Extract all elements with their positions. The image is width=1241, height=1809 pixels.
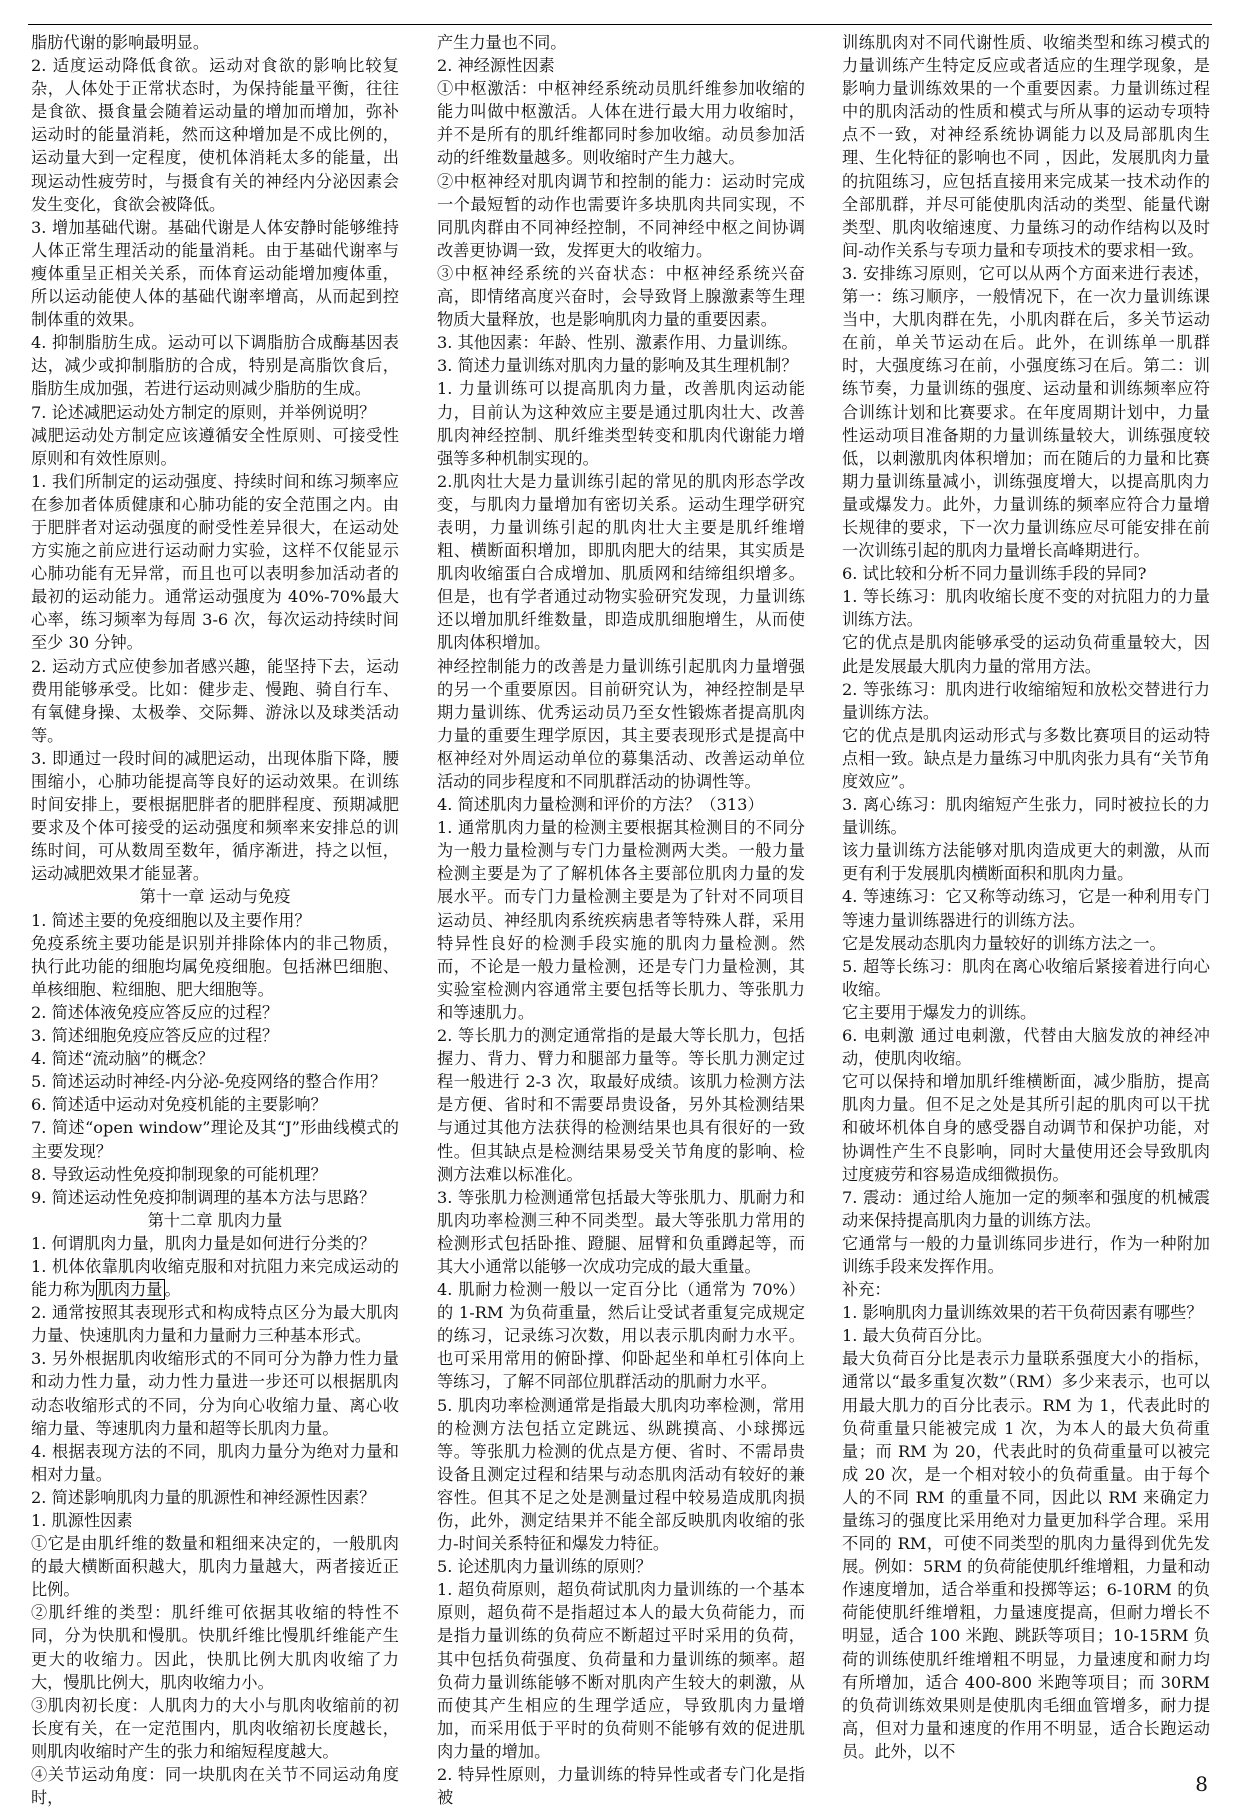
paragraph: ③肌肉初长度：人肌肉力的大小与肌肉收缩前的初长度有关，在一定范围内，肌肉收缩初长度越长，则肌肉收缩时产生的张力和缩短程度越大。 [31,1695,399,1761]
paragraph: 3. 等张肌力检测通常包括最大等张肌力、肌耐力和肌肉功率检测三种不同类型。最大等张肌力常用的检测形式包括卧推、蹬腿、屈臂和负重蹲起等，而其大小通常以能够一次成功完成的最大重量。 [437,1187,805,1276]
paragraph: 4. 根据表现方法的不同，肌肉力量分为绝对力量和相对力量。 [31,1441,399,1484]
paragraph: 1. 影响肌肉力量训练效果的若干负荷因素有哪些？ [842,1303,1203,1323]
chapter-heading: 第十一章 运动与免疫 [139,887,291,907]
paragraph: 7. 震动：通过给人施加一定的频率和强度的机械震动来保持提高肌肉力量的训练方法。 [842,1187,1210,1230]
paragraph: 5. 肌肉功率检测通常是指最大肌肉功率检测，常用的检测方法包括立定跳远、纵跳摸高、小球掷远等。等张肌力检测的优点是方便、省时、不需昂贵设备且测定过程和结果与动态肌肉活动有较好的兼容性。但其不足之处是测量过程中较易造成肌肉损伤，此外，测定结果并不能全部反映肌肉收缩的张力-时间关系特征和爆发力特征。 [437,1395,805,1554]
paragraph: 3. 增加基础代谢。基础代谢是人体安静时能够维持人体正常生理活动的能量消耗。由于基础代谢率与瘦体重呈正相关关系，而体育运动能增加瘦体重，所以运动能使人体的基础代谢率增高，从而起到控制体重的效果。 [31,217,399,330]
boxed-term: 肌肉力量 [97,1280,163,1300]
paragraph: 6. 简述适中运动对免疫机能的主要影响？ [31,1095,327,1115]
paragraph: 2. 通常按照其表现形式和构成特点区分为最大肌肉力量、快速肌肉力量和力量耐力三种基本形式。 [31,1303,399,1346]
paragraph: 1. 简述主要的免疫细胞以及主要作用？ [31,910,311,930]
chapter-heading: 第十二章 肌肉力量 [147,1210,283,1230]
paragraph: 产生力量也不同。 [437,33,567,52]
paragraph: 6. 电刺激 通过电刺激，代替由大脑发放的神经冲动，使肌肉收缩。 [842,1026,1210,1069]
paragraph: 2. 适度运动降低食欲。运动对食欲的影响比较复杂，人体处于正常状态时，为保持能量平衡，往往是食欲、摄食量会随着运动量的增加而增加，弥补运动时的能量消耗，然而这种增加是不成比例的，运动量大到一定程度，使机体消耗太多的能量，出现运动性疲劳时，与摄食有关的神经内分泌因素会发生变化，食欲会被降低。 [31,56,399,214]
paragraph: 2. 简述体液免疫应答反应的过程？ [31,1002,279,1022]
paragraph: 补充： [842,1280,891,1300]
paragraph: 3. 另外根据肌肉收缩形式的不同可分为静力性力量和动力性力量，动力性力量进一步还可以根据肌肉动态收缩形式的不同，分为向心收缩力量、离心收缩力量、等速肌肉力量和超等长肌肉力量。 [31,1349,399,1438]
paragraph: ②肌纤维的类型：肌纤维可依据其收缩的特性不同，分为快肌和慢肌。快肌纤维比慢肌纤维能产生更大的收缩力。因此，快肌比例大肌肉收缩了力大，慢肌比例大，肌肉收缩力小。 [31,1603,399,1692]
paragraph: 1. 何谓肌肉力量，肌肉力量是如何进行分类的？ [31,1233,376,1253]
paragraph: 3. 安排练习原则，它可以从两个方面来进行表述，第一：练习顺序，一般情况下，在一次力量训练课当中，大肌肉群在先，小肌肉群在后，多关节运动在前，单关节运动在后。此外，在训练单一肌群时，大强度练习在前，小强度练习在后。第二：训练节奏，力量训练的强度、运动量和训练频率应符合训练计划和比赛要求。在年度周期计划中，力量性运动项目准备期的力量训练量较大，训练强度较低，以刺激肌肉体积增加；而在随后的力量和比赛期力量训练量减小，训练强度增大，以提高肌肉力量或爆发力。此外，力量训练的频率应符合力量增长规律的要求，下一次力量训练应尽可能安排在前一次训练引起的肌肉力量增长高峰期进行。 [842,263,1210,561]
paragraph: 它主要用于爆发力的训练。 [842,1002,1037,1022]
paragraph: 脂肪代谢的影响最明显。 [31,33,210,52]
paragraph: 该力量训练方法能够对肌肉造成更大的刺激，从而更有利于发展肌肉横断面积和肌肉力量。 [842,841,1210,884]
column-1-body [31,31,399,1809]
paragraph: 免疫系统主要功能是识别并排除体内的非己物质，执行此功能的细胞均属免疫细胞。包括淋巴细胞、单核细胞、粒细胞、肥大细胞等。 [31,933,399,999]
paragraph: 2. 特异性原则，力量训练的特异性或者专门化是指被 [437,1765,805,1808]
paragraph: 4. 肌耐力检测一般以一定百分比（通常为 70%）的 1-RM 为负荷重量，然后让受试者重复完成规定的练习，记录练习次数，用以表示肌肉耐力水平。也可采用常用的俯卧撑、仰卧起坐和单杠引体向上等练习，了解不同部位肌群活动的肌耐力水平。 [437,1280,805,1392]
paragraph: 3. 其他因素：年龄、性别、激素作用、力量训练。 [437,333,798,353]
paragraph: 4. 等速练习：它又称等动练习，它是一种利用专门等速力量训练器进行的训练方法。 [842,887,1210,930]
paragraph: 2. 神经源性因素 [437,56,555,76]
paragraph: ②中枢神经对肌肉调节和控制的能力：运动时完成一个最短暂的动作也需要许多块肌肉共同实现，不同肌肉群由不同神经控制，不同神经中枢之间协调改善更协调一致，发挥更大的收缩力。 [437,171,805,260]
paragraph: ④关节运动角度：同一块肌肉在关节不同运动角度时， [31,1765,399,1808]
paragraph: 5. 超等长练习：肌肉在离心收缩后紧接着进行向心收缩。 [842,956,1210,999]
paragraph: 1. 我们所制定的运动强度、持续时间和练习频率应在参加者体质健康和心肺功能的安全范围之内。由于肥胖者对运动强度的耐受性差异很大，在运动处方实施之前应进行运动耐力实验，这样不仅能显示心肺功能有无异常，而且也可以表明参加活动者的最初的运动能力。通常运动强度为 40%-70%最大心率，练习频率为每周 3-6 次，每次运动持续时间至少 30 分钟。 [31,471,399,653]
column-2 [437,31,805,1809]
paragraph: 1. 力量训练可以提高肌肉力量，改善肌肉运动能力，目前认为这种效应主要是通过肌肉壮大、改善肌肉神经控制、肌纤维类型转变和肌肉代谢能力增强等多种机制实现的。 [437,379,805,468]
paragraph: 它是发展动态肌肉力量较好的训练方法之一。 [842,933,1166,953]
paragraph: 它的优点是肌肉运动形式与多数比赛项目的运动特点相一致。缺点是力量练习中肌肉张力具有“关节角度效应”。 [842,725,1210,791]
paragraph: 5. 论述肌肉力量训练的原则？ [437,1557,652,1577]
paragraph: 6. 试比较和分析不同力量训练手段的异同? [842,564,1147,584]
paragraph-text: 1. 机体依靠肌肉收缩克服和对抗阻力来完成运动的能力称为 [31,1256,399,1300]
paragraph: 1. 通常肌肉力量的检测主要根据其检测目的不同分为一般力量检测与专门力量检测两大类。一般力量检测主要是为了了解机体各主要部位肌肉力量的发展水平。而专门力量检测主要是为了针对不同项目运动员、神经肌肉系统疾病患者等特殊人群，采用特异性良好的检测手段实施的肌肉力量检测。然而，不论是一般力量检测，还是专门力量检测，其实验室检测内容通常主要包括等长肌力、等张肌力和等速肌力。 [437,818,805,1022]
paragraph: 3. 简述力量训练对肌肉力量的影响及其生理机制？ [437,356,798,376]
paragraph: 它通常与一般的力量训练同步进行，作为一种附加训练手段来发挥作用。 [842,1233,1210,1276]
paragraph: 4. 简述肌肉力量检测和评价的方法？（313） [437,795,764,815]
paragraph: 2. 简述影响肌肉力量的肌源性和神经源性因素？ [31,1487,376,1507]
paragraph: 1. 超负荷原则，超负荷试肌肉力量训练的一个基本原则，超负荷不是指超过本人的最大负荷能力，而是指力量训练的负荷应不断超过平时采用的负荷，其中包括负荷强度、负荷量和力量训练的频率。超负荷力量训练能够不断对肌肉产生较大的刺激，从而使其产生相应的生理学适应，导致肌肉力量增加，而采用低于平时的负荷则不能够有效的促进肌肉力量的增加。 [437,1580,805,1761]
paragraph: 3. 即通过一段时间的减肥运动，出现体脂下降，腰围缩小，心肺功能提高等良好的运动效果。在训练时间安排上，要根据肥胖者的肥胖程度、预期减肥要求及个体可接受的运动强度和频率来安排总的训练时间，可从数周至数年，循序渐进，持之以恒，运动减肥效果才能显著。 [31,748,399,884]
column-3 [842,31,1210,1797]
paragraph: ③中枢神经系统的兴奋状态：中枢神经系统兴奋高，即情绪高度兴奋时，会导致肾上腺激素等生理物质大量释放，也是影响肌肉力量的重要因素。 [437,263,805,330]
header-rule [28,24,1212,25]
paragraph: 2. 等张练习：肌肉进行收缩缩短和放松交替进行力量训练方法。 [842,679,1210,722]
paragraph: 7. 简述“open window”理论及其“J”形曲线模式的主要发现？ [31,1118,399,1161]
column-2-body [437,31,805,1809]
paragraph: 最大负荷百分比是表示力量联系强度大小的指标，通常以“最多重复次数”（RM）多少来表示，也可以用最大肌力的百分比表示。RM 为 1，代表此时的负荷重量只能被完成 1 次，为本人的最大负荷重量；而 RM 为 20，代表此时的负荷重量可以被完成 20 次，是一个相对较小的负荷重量。由于每个人的不同 RM 的重量不同，因此以 RM 来确定力量练习的强度比采用绝对力量更加科学合理。采用不同的 RM，可使不同类型的肌肉力量得到优先发展。例如：5RM 的负荷能使肌纤维增粗，力量和动作速度增加，适合举重和投掷等运；6-10RM 的负荷能使肌纤维增粗，力量速度提高，但耐力增长不明显，适合 100 米跑、跳跃等项目；10-15RM 负荷的训练使肌纤维增粗不明显，力量速度和耐力均有所增加，适合 400-800 米跑等项目；而 30RM 的负荷训练效果则是使肌肉毛细血管增多，耐力提高，但对力量和速度的作用不明显，适合长跑运动员。此外，以不 [842,1349,1210,1761]
paragraph: 2.肌肉壮大是力量训练引起的常见的肌肉形态学改变，与肌肉力量增加有密切关系。运动生理学研究表明，力量训练引起的肌肉壮大主要是肌纤维增粗、横断面积增加，即肌肉肥大的结果，其实质是肌肉收缩蛋白合成增加、肌质网和结缔组织增多。但是，也有学者通过动物实验研究发现，力量训练还以增加肌纤维数量，即造成肌细胞增生，从而使肌肉体积增加。 [437,471,805,653]
paragraph: 1. 肌源性因素 [31,1511,133,1530]
paragraph: ①它是由肌纤维的数量和粗细来决定的，一般肌肉的最大横断面积越大，肌肉力量越大，两者接近正比例。 [31,1534,399,1600]
paragraph: 8. 导致运动性免疫抑制现象的可能机理？ [31,1164,327,1184]
paragraph: 7. 论述减肥运动处方制定的原则，并举例说明？ [31,402,376,422]
paragraph: 3. 离心练习：肌肉缩短产生张力，同时被拉长的力量训练。 [842,795,1210,838]
paragraph: 它可以保持和增加肌纤维横断面，减少脂肪，提高肌肉力量。但不足之处是其所引起的肌肉可以干扰和破坏机体自身的感受器自动调节和保护功能，对协调性产生不良影响，同时大量使用还会导致肌肉过度疲劳和容易造成细微损伤。 [842,1072,1210,1184]
paragraph [31,1255,399,1301]
page-number: 8 [1195,1772,1208,1797]
paragraph: 5. 简述运动时神经-内分泌-免疫网络的整合作用？ [31,1072,387,1092]
paragraph: 神经控制能力的改善是力量训练引起肌肉力量增强的另一个重要原因。目前研究认为，神经控制是早期力量训练、优秀运动员乃至女性锻炼者提高肌肉力量的重要生理学原因，其主要表现形式是提高中枢神经对外周运动单位的募集活动、改善运动单位活动的同步程度和不同肌群活动的协调性等。 [437,656,805,791]
paragraph: 1. 等长练习：肌肉收缩长度不变的对抗阻力的力量训练方法。 [842,587,1210,630]
column-3-body [842,31,1210,1763]
paragraph: 3. 简述细胞免疫应答反应的过程？ [31,1026,279,1046]
paragraph: 2. 运动方式应使参加者感兴趣，能坚持下去，运动费用能够承受。比如：健步走、慢跑、骑自行车、有氧健身操、太极拳、交际舞、游泳以及球类活动等。 [31,656,399,745]
paragraph: 4. 简述“流动脑”的概念？ [31,1049,214,1069]
paragraph: 1. 最大负荷百分比。 [842,1326,993,1346]
paragraph-text: 。 [164,1280,181,1300]
paragraph: 训练肌肉对不同代谢性质、收缩类型和练习模式的力量训练产生特定反应或者适应的生理学现象，是影响力量训练效果的一个重要因素。力量训练过程中的肌肉活动的性质和模式与所从事的运动专项特点不一致，对神经系统协调能力以及局部肌肉生理、生化特征的影响也不同 ，因此，发展肌肉力量的抗阻练习，应包括直接用来完成某一技术动作的全部肌群，并尽可能使肌肉活动的类型、能量代谢类型、肌肉收缩速度、力量练习的动作结构以及时间-动作关系与专项力量和专项技术的要求相一致。 [842,33,1210,260]
paragraph: 减肥运动处方制定应该遵循安全性原则、可接受性原则和有效性原则。 [31,425,399,468]
paragraph: ①中枢激活：中枢神经系统动员肌纤维参加收缩的能力叫做中枢激活。人体在进行最大用力收缩时，并不是所有的肌纤维都同时参加收缩。动员参加活动的纤维数量越多。则收缩时产生力越大。 [437,79,805,168]
paragraph: 4. 抑制脂肪生成。运动可以下调脂肪合成酶基因表达，减少或抑制脂肪的合成，特别是高脂饮食后，脂肪生成加强，若进行运动则减少脂肪的生成。 [31,333,399,399]
column-1 [31,31,399,1809]
paragraph: 9. 简述运动性免疫抑制调理的基本方法与思路？ [31,1187,376,1207]
paragraph: 2. 等长肌力的测定通常指的是最大等长肌力，包括握力、背力、臂力和腿部力量等。等长肌力测定过程一般进行 2-3 次，取最好成绩。该肌力检测方法是方便、省时和不需要昂贵设备，另外其检测结果与通过其他方法获得的检测结果也具有很好的一致性。但其缺点是检测结果易受关节角度的影响、检测方法难以标准化。 [437,1026,805,1184]
paragraph: 它的优点是肌肉能够承受的运动负荷重量较大，因此是发展最大肌肉力量的常用方法。 [842,633,1210,676]
